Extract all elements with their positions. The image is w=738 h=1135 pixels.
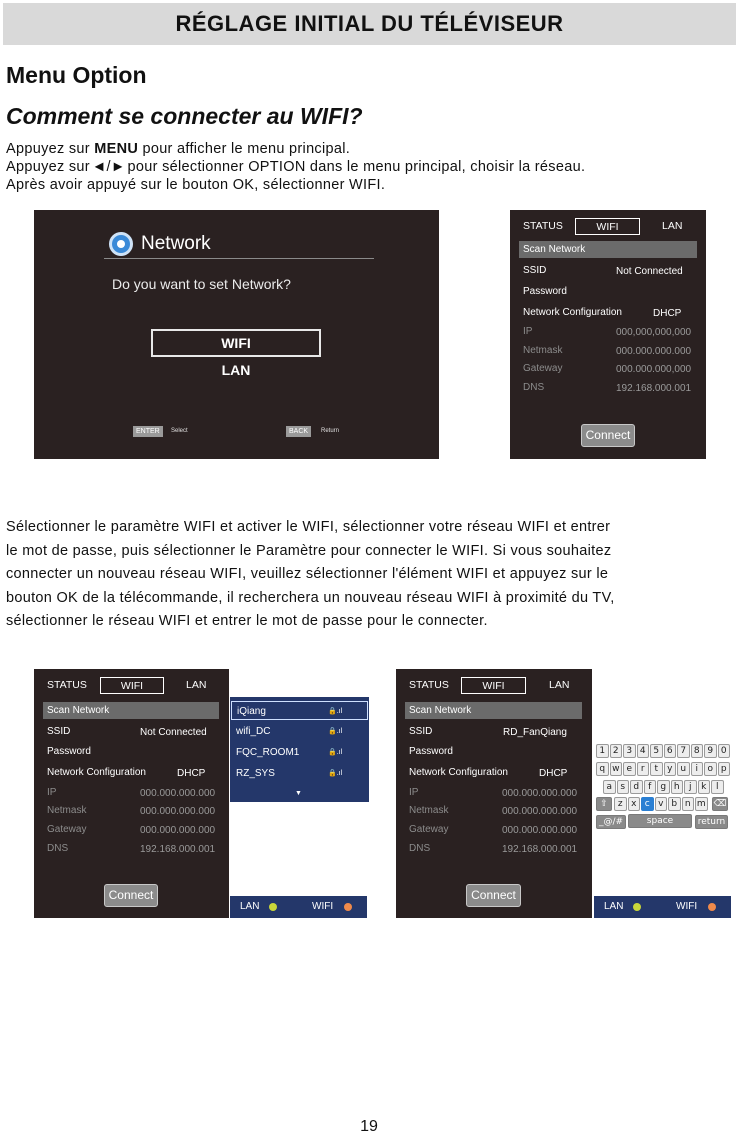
wifi-settings-panel-1 — [510, 210, 706, 459]
scan-network-item[interactable]: Scan Network — [519, 241, 697, 258]
settings-tabs — [34, 677, 229, 695]
intro-instructions — [6, 140, 585, 194]
keyboard-key[interactable]: c — [641, 797, 654, 811]
keyboard-key[interactable]: w — [610, 762, 623, 776]
keyboard-key[interactable]: l — [711, 780, 724, 794]
tab-lan[interactable]: LAN — [186, 679, 207, 691]
lan-status-label: LAN — [240, 901, 260, 912]
ip-label: IP — [409, 787, 419, 798]
keyboard-key[interactable]: 4 — [637, 744, 650, 758]
wifi-status-label: WIFI — [676, 901, 698, 912]
wifi-option-button[interactable]: WIFI — [151, 329, 321, 357]
intro-line-3: Après avoir appuyé sur le bouton OK, sélectionner WIFI. — [6, 177, 386, 193]
network-config-label[interactable]: Network Configuration — [523, 307, 622, 318]
keyboard-key[interactable]: 0 — [718, 744, 731, 758]
keyboard-key[interactable]: u — [677, 762, 690, 776]
ssid-label[interactable]: SSID — [409, 726, 433, 737]
gateway-label: Gateway — [523, 363, 563, 374]
paragraph-line: Sélectionner le paramètre WIFI et activer le WIFI, sélectionner votre réseau WIFI et entrer — [6, 519, 611, 535]
password-label[interactable]: Password — [409, 746, 453, 757]
network-config-value: DHCP — [653, 308, 682, 319]
keyboard-key[interactable]: return — [695, 815, 728, 829]
lan-option-button[interactable]: LAN — [221, 362, 251, 378]
back-key-icon: BACK — [286, 426, 311, 437]
dns-value: 192.168.000.001 — [140, 844, 216, 855]
page-number: 19 — [360, 1118, 378, 1135]
keyboard-key[interactable]: i — [691, 762, 704, 776]
network-config-label[interactable]: Network Configuration — [409, 767, 508, 778]
keyboard-key[interactable]: m — [696, 799, 706, 809]
keyboard-key[interactable]: v — [655, 797, 668, 811]
keyboard-key[interactable]: q — [596, 762, 609, 776]
keyboard-key[interactable]: x — [628, 797, 641, 811]
keyboard-key[interactable]: ⇧ — [596, 797, 612, 811]
keyboard-key[interactable]: 3 — [623, 744, 636, 758]
wifi-network-name: FQC_ROOM1 — [236, 747, 300, 758]
network-config-value: DHCP — [539, 768, 568, 779]
keyboard-key[interactable]: space — [628, 814, 692, 828]
wifi-status-dot — [344, 903, 352, 911]
tab-status[interactable]: STATUS — [523, 220, 563, 232]
divider — [104, 258, 374, 259]
ssid-value: RD_FanQiang — [503, 727, 567, 738]
paragraph-line: le mot de passe, puis sélectionner le Paramètre pour connecter le WIFI. Si vous souhaitez — [6, 542, 612, 559]
instruction-paragraph — [6, 516, 732, 634]
keyboard-key[interactable]: 5 — [650, 744, 663, 758]
network-title — [109, 232, 211, 256]
lan-status-dot — [633, 903, 641, 911]
netmask-value: 000.000.000.000 — [140, 806, 216, 817]
keyboard-key[interactable]: t — [650, 762, 663, 776]
ssid-label[interactable]: SSID — [47, 726, 71, 737]
keyboard-key[interactable]: o — [704, 762, 717, 776]
settings-tabs — [510, 218, 706, 236]
keyboard-key[interactable]: z — [614, 797, 627, 811]
network-settings-icon — [109, 232, 133, 256]
intro-line-2-tail: pour sélectionner OPTION dans le menu principal, choisir la réseau. — [127, 159, 586, 175]
lan-status-label: LAN — [604, 901, 624, 912]
tab-wifi[interactable]: WIFI — [461, 677, 526, 694]
paragraph-line: connecter un nouveau réseau WIFI, veuillez sélectionner l'élément WIFI et appuyez sur le — [6, 566, 609, 582]
keyboard-key[interactable]: r — [637, 762, 650, 776]
ip-label: IP — [47, 787, 57, 798]
password-label[interactable]: Password — [523, 286, 567, 297]
network-dialog-screen — [34, 210, 439, 459]
ip-value: 000.000.000.000 — [502, 788, 578, 799]
scan-network-item[interactable]: Scan Network — [43, 702, 219, 719]
dns-value: 192.168.000.001 — [502, 844, 578, 855]
wifi-network-item[interactable] — [231, 764, 368, 783]
dns-value: 192.168.000.001 — [616, 383, 692, 394]
keyboard-key[interactable]: h — [671, 780, 684, 794]
dns-label: DNS — [47, 843, 69, 854]
ssid-value: Not Connected — [616, 266, 683, 277]
scan-network-item[interactable]: Scan Network — [405, 702, 582, 719]
wifi-network-name: RZ_SYS — [236, 768, 275, 779]
lock-signal-icon: 🔒.ıl — [328, 749, 343, 756]
keyboard-key[interactable]: n — [682, 797, 695, 811]
intro-line-2 — [6, 158, 585, 176]
network-config-value: DHCP — [177, 768, 206, 779]
keyboard-key[interactable]: s — [617, 780, 630, 794]
network-config-label[interactable]: Network Configuration — [47, 767, 146, 778]
gateway-label: Gateway — [409, 824, 449, 835]
page-header — [3, 3, 736, 45]
wifi-network-name: iQiang — [237, 706, 266, 717]
lock-signal-icon: 🔒.ıl — [328, 728, 343, 735]
intro-line-1-text: Appuyez sur — [6, 141, 95, 157]
password-label[interactable]: Password — [47, 746, 91, 757]
keyboard-key[interactable]: 7 — [677, 744, 690, 758]
tab-wifi[interactable]: WIFI — [575, 218, 640, 235]
keyboard-key[interactable]: 9 — [704, 744, 717, 758]
network-title-text: Network — [141, 233, 211, 254]
wifi-network-item[interactable] — [231, 701, 368, 720]
keyboard-key[interactable]: y — [664, 762, 677, 776]
gateway-value: 000.000.000.000 — [140, 825, 216, 836]
keyboard-key[interactable]: 8 — [691, 744, 704, 758]
lock-signal-icon: 🔒.ıl — [328, 708, 343, 715]
intro-line-1-tail: pour afficher le menu principal. — [138, 141, 351, 157]
wifi-network-name: wifi_DC — [236, 726, 271, 737]
keyboard-key[interactable]: p — [718, 762, 731, 776]
wifi-network-list — [230, 697, 369, 802]
wifi-settings-panel-3 — [396, 669, 592, 918]
ssid-value: Not Connected — [140, 727, 207, 738]
gateway-label: Gateway — [47, 824, 87, 835]
netmask-label: Netmask — [523, 345, 563, 356]
question-heading: Comment se connecter au WIFI? — [6, 103, 363, 129]
ssid-label[interactable]: SSID — [523, 265, 547, 276]
netmask-value: 000.000.000.000 — [616, 346, 692, 357]
keyboard-key[interactable]: b — [668, 797, 681, 811]
network-question: Do you want to set Network? — [112, 276, 291, 292]
dns-label: DNS — [409, 843, 431, 854]
settings-tabs — [396, 677, 592, 695]
scroll-down-icon[interactable]: ▼ — [295, 790, 302, 797]
connect-button[interactable]: Connect — [466, 884, 521, 907]
connection-status-strip — [230, 896, 367, 918]
wifi-status-dot — [708, 903, 716, 911]
paragraph-line: bouton OK de la télécommande, il recherchera un nouveau réseau WIFI à proximité du TV, — [6, 589, 615, 606]
netmask-value: 000.000.000.000 — [502, 806, 578, 817]
wifi-network-item[interactable] — [231, 722, 368, 741]
tab-lan[interactable]: LAN — [549, 679, 570, 691]
back-hint: Return — [321, 428, 340, 434]
keyboard-key[interactable]: j — [684, 780, 697, 794]
lock-signal-icon: 🔒.ıl — [328, 770, 343, 777]
ip-label: IP — [523, 326, 533, 337]
ip-value: 000,000,000,000 — [616, 327, 692, 338]
keyboard-key[interactable]: ⌫ — [713, 799, 727, 809]
on-screen-keyboard — [594, 742, 731, 832]
keyboard-key[interactable]: k — [698, 780, 711, 794]
section-title: Menu Option — [6, 62, 147, 88]
enter-hint: Select — [171, 428, 188, 434]
wifi-network-item[interactable] — [231, 743, 368, 762]
connect-button[interactable]: Connect — [104, 884, 158, 907]
keyboard-key[interactable]: e — [623, 762, 636, 776]
tab-status[interactable]: STATUS — [409, 679, 449, 691]
keyboard-key[interactable]: 6 — [664, 744, 677, 758]
keyboard-key[interactable]: f — [644, 780, 657, 794]
intro-line-2-text: Appuyez sur — [6, 159, 90, 175]
gateway-value: 000.000.000,000 — [616, 364, 692, 375]
paragraph-line: sélectionner le réseau WIFI et entrer le mot de passe pour le connecter. — [6, 613, 488, 629]
wifi-status-label: WIFI — [312, 901, 334, 912]
connection-status-strip — [594, 896, 731, 918]
keyboard-key[interactable]: a — [603, 780, 616, 794]
keyboard-key[interactable]: _@/# — [596, 815, 626, 829]
gateway-value: 000.000.000.000 — [502, 825, 578, 836]
ip-value: 000.000.000.000 — [140, 788, 216, 799]
lan-status-dot — [269, 903, 277, 911]
keyboard-key[interactable]: 1 — [596, 744, 609, 758]
dns-label: DNS — [523, 382, 545, 393]
menu-keyword: MENU — [94, 141, 139, 157]
netmask-label: Netmask — [47, 805, 87, 816]
keyboard-key[interactable]: g — [657, 780, 670, 794]
page-header-title: RÉGLAGE INITIAL DU TÉLÉVISEUR — [175, 11, 564, 36]
tab-status[interactable]: STATUS — [47, 679, 87, 691]
tab-lan[interactable]: LAN — [662, 220, 683, 232]
connect-button[interactable]: Connect — [581, 424, 635, 447]
arrow-keys-icon: ◄/► — [91, 159, 126, 175]
enter-key-icon: ENTER — [133, 426, 163, 437]
tab-wifi[interactable]: WIFI — [100, 677, 164, 694]
keyboard-key[interactable]: d — [630, 780, 643, 794]
keyboard-key[interactable]: 2 — [610, 744, 623, 758]
wifi-settings-panel-2 — [34, 669, 229, 918]
intro-line-1 — [6, 140, 585, 158]
netmask-label: Netmask — [409, 805, 449, 816]
